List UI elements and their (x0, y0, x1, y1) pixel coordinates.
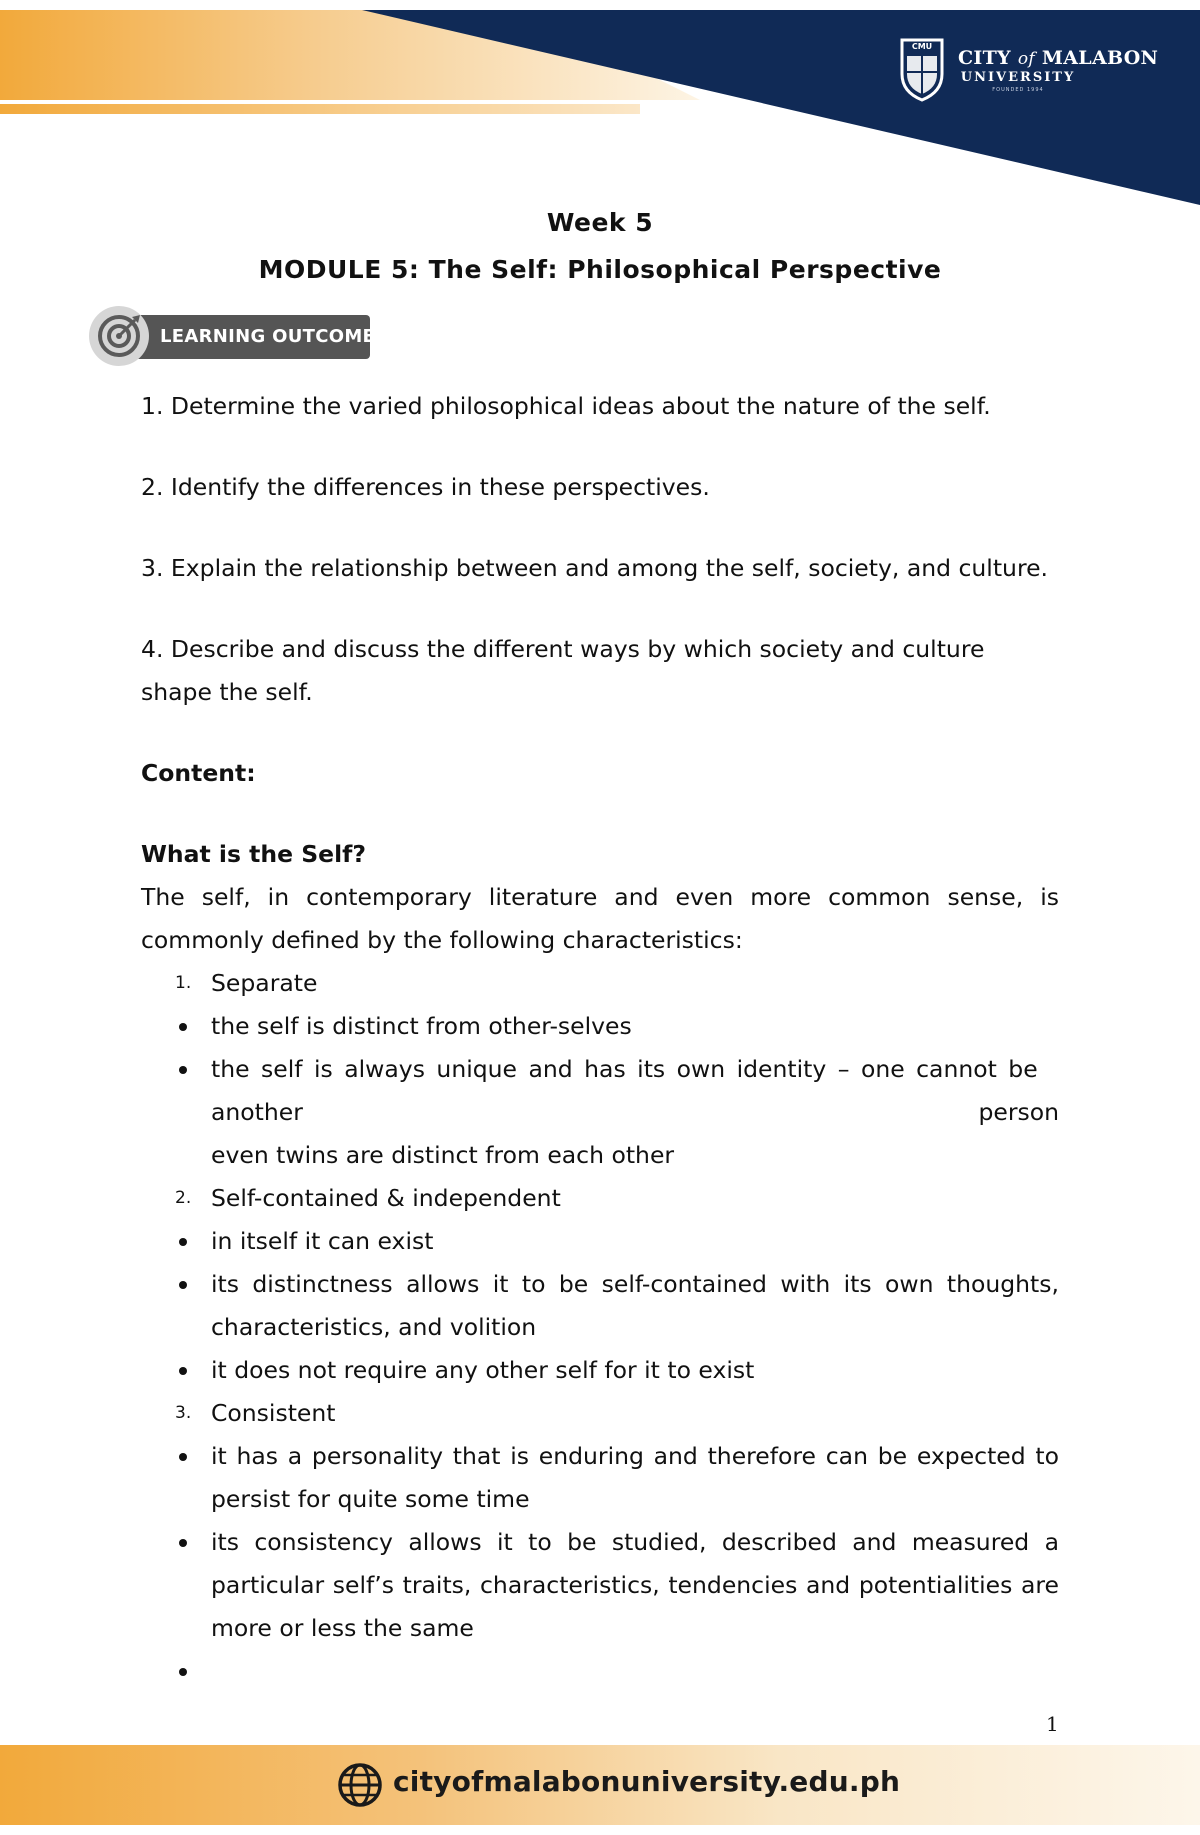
bullet-text: person (978, 1098, 1059, 1126)
bullet-icon (179, 1367, 187, 1375)
target-icon (88, 305, 150, 367)
bullet-item (141, 1521, 1059, 1650)
characteristic-name: Consistent (211, 1399, 336, 1427)
bullet-text: the self is always unique and has its own identity – one cannot be (211, 1055, 1038, 1083)
bullet-icon (179, 1453, 187, 1461)
logo-name (958, 47, 1158, 69)
characteristic-item (141, 1392, 1059, 1435)
bullet-text: it does not require any other self for it to exist (211, 1356, 755, 1384)
logo-city: CITY (958, 47, 1011, 69)
characteristic-number: 2. (175, 1188, 192, 1208)
logo-founded: FOUNDED 1994 (992, 87, 1044, 93)
bullet-item (141, 1048, 1059, 1177)
outcome-item: 2. Identify the differences in these perspectives. (141, 473, 710, 501)
bullet-icon (179, 1281, 187, 1289)
bullet-item (141, 1650, 1059, 1693)
bullet-text: another (211, 1098, 303, 1126)
characteristic-name: Self-contained & independent (211, 1184, 561, 1212)
page-header (0, 0, 1200, 210)
bullet-item (141, 1005, 1059, 1048)
bullet-text: in itself it can exist (211, 1227, 434, 1255)
university-logo (898, 36, 1159, 106)
page-number: 1 (1046, 1712, 1059, 1736)
bullet-text: its consistency allows it to be studied, described and measured a particular self’s traits, characteristics, tendencies and potentialities are more or less the same (211, 1528, 1059, 1642)
characteristic-item (141, 1177, 1059, 1220)
bullet-line (211, 1048, 1059, 1091)
globe-icon (337, 1762, 383, 1808)
bullet-icon (179, 1539, 187, 1547)
outcome-item: 4. Describe and discuss the different ways by which society and culture shape the self. (141, 635, 985, 706)
badge-label: LEARNING OUTCOME (160, 326, 376, 347)
content-heading: Content: (141, 759, 256, 787)
intro-paragraph: The self, in contemporary literature and even more common sense, is commonly defined by the following characteristics: (141, 883, 1059, 954)
outcome-item: 3. Explain the relationship between and among the self, society, and culture. (141, 554, 1049, 582)
bullet-text: the self is distinct from other-selves (211, 1012, 632, 1040)
logo-university: UNIVERSITY (960, 70, 1076, 85)
characteristic-item (141, 962, 1059, 1005)
learning-outcome-badge (88, 305, 376, 367)
bullet-icon (179, 1023, 187, 1031)
bullet-line (211, 1091, 1059, 1134)
logo-of: of (1017, 49, 1035, 69)
characteristic-number: 3. (175, 1403, 192, 1423)
page-footer (0, 1745, 1200, 1825)
module-content (141, 385, 1059, 1693)
website-link[interactable]: cityofmalabonuniversity.edu.ph (393, 1765, 901, 1798)
bullet-item (141, 1263, 1059, 1349)
section-heading: What is the Self? (141, 840, 367, 868)
outcome-item: 1. Determine the varied philosophical ideas about the nature of the self. (141, 392, 991, 420)
bullet-line: even twins are distinct from each other (211, 1141, 675, 1169)
bullet-text: it has a personality that is enduring and therefore can be expected to persist for quite some time (211, 1442, 1059, 1513)
crest-abbrev: CMU (911, 42, 933, 51)
bullet-icon (179, 1238, 187, 1246)
characteristic-name: Separate (211, 969, 318, 997)
logo-malabon: MALABON (1041, 47, 1159, 69)
bullet-icon (179, 1668, 187, 1676)
module-title: MODULE 5: The Self: Philosophical Perspective (258, 255, 942, 284)
bullet-item (141, 1349, 1059, 1392)
characteristic-number: 1. (175, 973, 192, 993)
bullet-item (141, 1220, 1059, 1263)
week-title: Week 5 (546, 208, 654, 237)
bullet-item (141, 1435, 1059, 1521)
bullet-icon (179, 1066, 187, 1074)
bullet-text: its distinctness allows it to be self-contained with its own thoughts, characteristics, and volition (211, 1270, 1059, 1341)
